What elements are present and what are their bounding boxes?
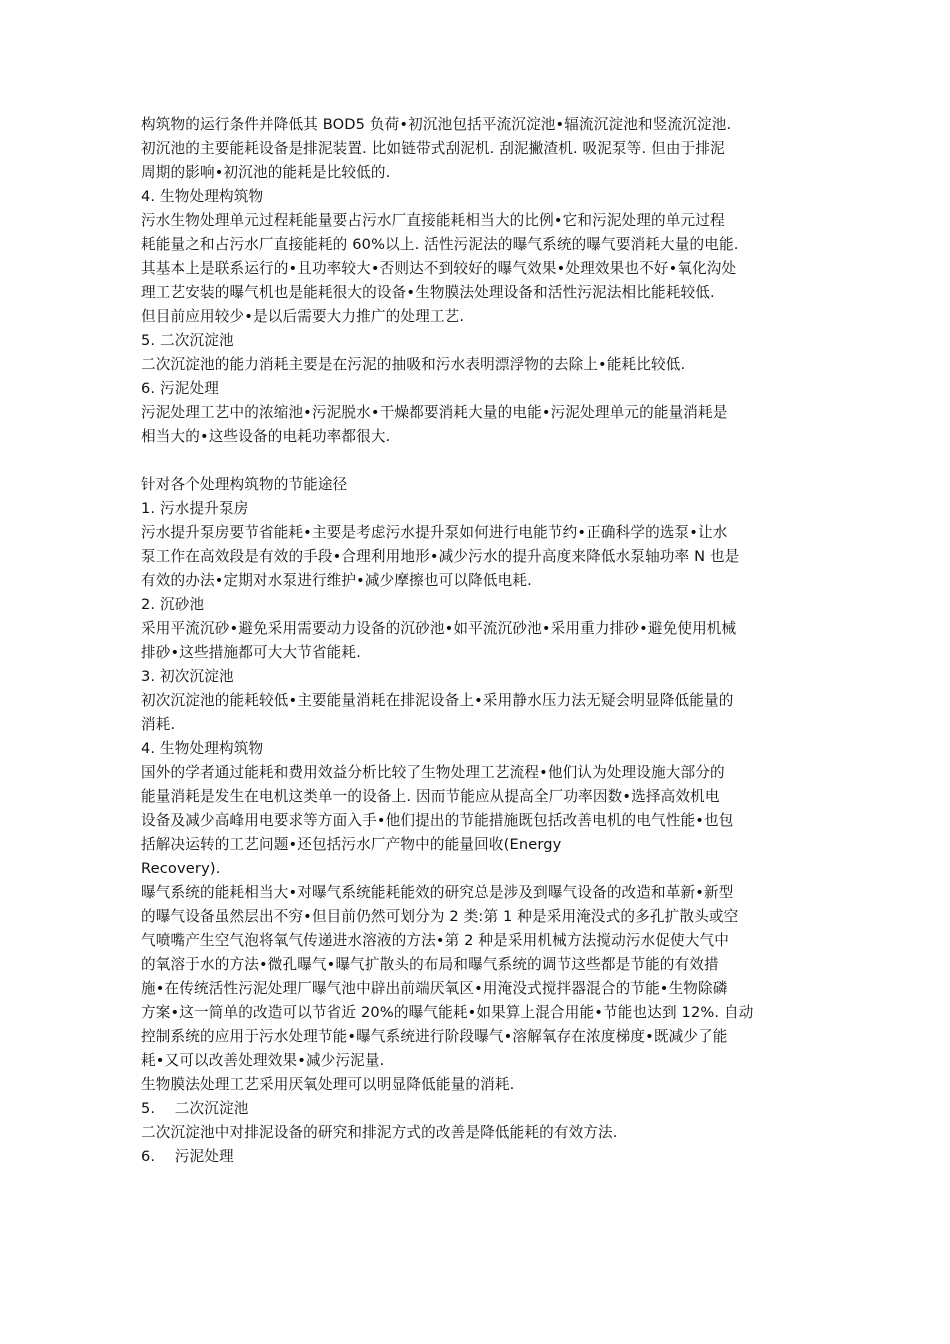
text-line: 气喷嘴产生空气泡将氧气传递进水溶液的方法•第 2 种是采用机械方法搅动污水促使大气中: [141, 932, 730, 949]
text-line: 污水生物处理单元过程耗能量要占污水厂直接能耗相当大的比例•它和污泥处理的单元过程: [141, 212, 725, 229]
text-line: 能量消耗是发生在电机这类单一的设备上. 因而节能应从提高全厂功率因数•选择高效机电: [141, 788, 720, 805]
section-heading: 5. 二次沉淀池: [141, 332, 234, 349]
text-line: 排砂•这些措施都可大大节省能耗.: [141, 644, 361, 661]
section-heading: 6. 污泥处理: [141, 1148, 234, 1165]
section-heading: 6. 污泥处理: [141, 380, 219, 397]
section-heading: 2. 沉砂池: [141, 596, 205, 613]
text-line: 耗能量之和占污水厂直接能耗的 60%以上. 活性污泥法的曝气系统的曝气要消耗大量的电能.: [141, 236, 739, 253]
text-line: 的曝气设备虽然层出不穷•但目前仍然可划分为 2 类:第 1 种是采用淹没式的多孔扩散头或空: [141, 908, 739, 925]
text-line: 二次沉淀池中对排泥设备的研究和排泥方式的改善是降低能耗的有效方法.: [141, 1124, 618, 1141]
text-line: 生物膜法处理工艺采用厌氧处理可以明显降低能量的消耗.: [141, 1076, 515, 1093]
section-heading: 1. 污水提升泵房: [141, 500, 249, 517]
text-line: 设备及减少高峰用电要求等方面入手•他们提出的节能措施既包括改善电机的电气性能•也包: [141, 812, 734, 829]
text-line: 施•在传统活性污泥处理厂曝气池中辟出前端厌氧区•用淹没式搅拌器混合的节能•生物除磷: [141, 980, 728, 997]
text-line: 的氧溶于水的方法•微孔曝气•曝气扩散头的布局和曝气系统的调节这些都是节能的有效措: [141, 956, 719, 973]
text-line: 括解决运转的工艺问题•还包括污水厂产物中的能量回收(Energy: [141, 836, 562, 853]
text-line: Recovery).: [141, 860, 221, 877]
text-line: 初次沉淀池的能耗较低•主要能量消耗在排泥设备上•采用静水压力法无疑会明显降低能量的: [141, 692, 734, 709]
text-line: 相当大的•这些设备的电耗功率都很大.: [141, 428, 391, 445]
section-heading: 3. 初次沉淀池: [141, 668, 234, 685]
text-line: 消耗.: [141, 716, 176, 733]
text-line: 初沉池的主要能耗设备是排泥装置. 比如链带式刮泥机. 刮泥撇渣机. 吸泥泵等. 但由于排泥: [141, 140, 725, 157]
text-line: 采用平流沉砂•避免采用需要动力设备的沉砂池•如平流沉砂池•采用重力排砂•避免使用机械: [141, 620, 737, 637]
text-line: 有效的办法•定期对水泵进行维护•减少摩擦也可以降低电耗.: [141, 572, 532, 589]
text-line: 污水提升泵房要节省能耗•主要是考虑污水提升泵如何进行电能节约•正确科学的选泵•让水: [141, 524, 728, 541]
text-line: 泵工作在高效段是有效的手段•合理利用地形•减少污水的提升高度来降低水泵轴功率 N 也是: [141, 548, 740, 565]
section-heading: 5. 二次沉淀池: [141, 1100, 249, 1117]
text-line: 理工艺安装的曝气机也是能耗很大的设备•生物膜法处理设备和活性污泥法相比能耗较低.: [141, 284, 715, 301]
text-line: 曝气系统的能耗相当大•对曝气系统能耗能效的研究总是涉及到曝气设备的改造和革新•新型: [141, 884, 734, 901]
text-line: 周期的影响•初沉池的能耗是比较低的.: [141, 164, 391, 181]
document-body: [141, 113, 831, 1169]
paragraph-gap: [141, 449, 831, 473]
text-line: 耗•又可以改善处理效果•减少污泥量.: [141, 1052, 385, 1069]
text-line: 二次沉淀池的能力消耗主要是在污泥的抽吸和污水表明漂浮物的去除上•能耗比较低.: [141, 356, 686, 373]
text-line: 其基本上是联系运行的•且功率较大•否则达不到较好的曝气效果•处理效果也不好•氧化沟处: [141, 260, 737, 277]
text-line: 构筑物的运行条件并降低其 BOD5 负荷•初沉池包括平流沉淀池•辐流沉淀池和竖流沉淀池.: [141, 116, 732, 133]
text-line: 方案•这一简单的改造可以节省近 20%的曝气能耗•如果算上混合用能•节能也达到 12%. 自动: [141, 1004, 754, 1021]
text-line: 但目前应用较少•是以后需要大力推广的处理工艺.: [141, 308, 465, 325]
text-line: 污泥处理工艺中的浓缩池•污泥脱水•干燥都要消耗大量的电能•污泥处理单元的能量消耗是: [141, 404, 728, 421]
text-line: 国外的学者通过能耗和费用效益分析比较了生物处理工艺流程•他们认为处理设施大部分的: [141, 764, 725, 781]
section-heading: 4. 生物处理构筑物: [141, 188, 264, 205]
text-line: 控制系统的应用于污水处理节能•曝气系统进行阶段曝气•溶解氧存在浓度梯度•既减少了能: [141, 1028, 728, 1045]
section-title: 针对各个处理构筑物的节能途径: [141, 476, 348, 493]
section-heading: 4. 生物处理构筑物: [141, 740, 264, 757]
